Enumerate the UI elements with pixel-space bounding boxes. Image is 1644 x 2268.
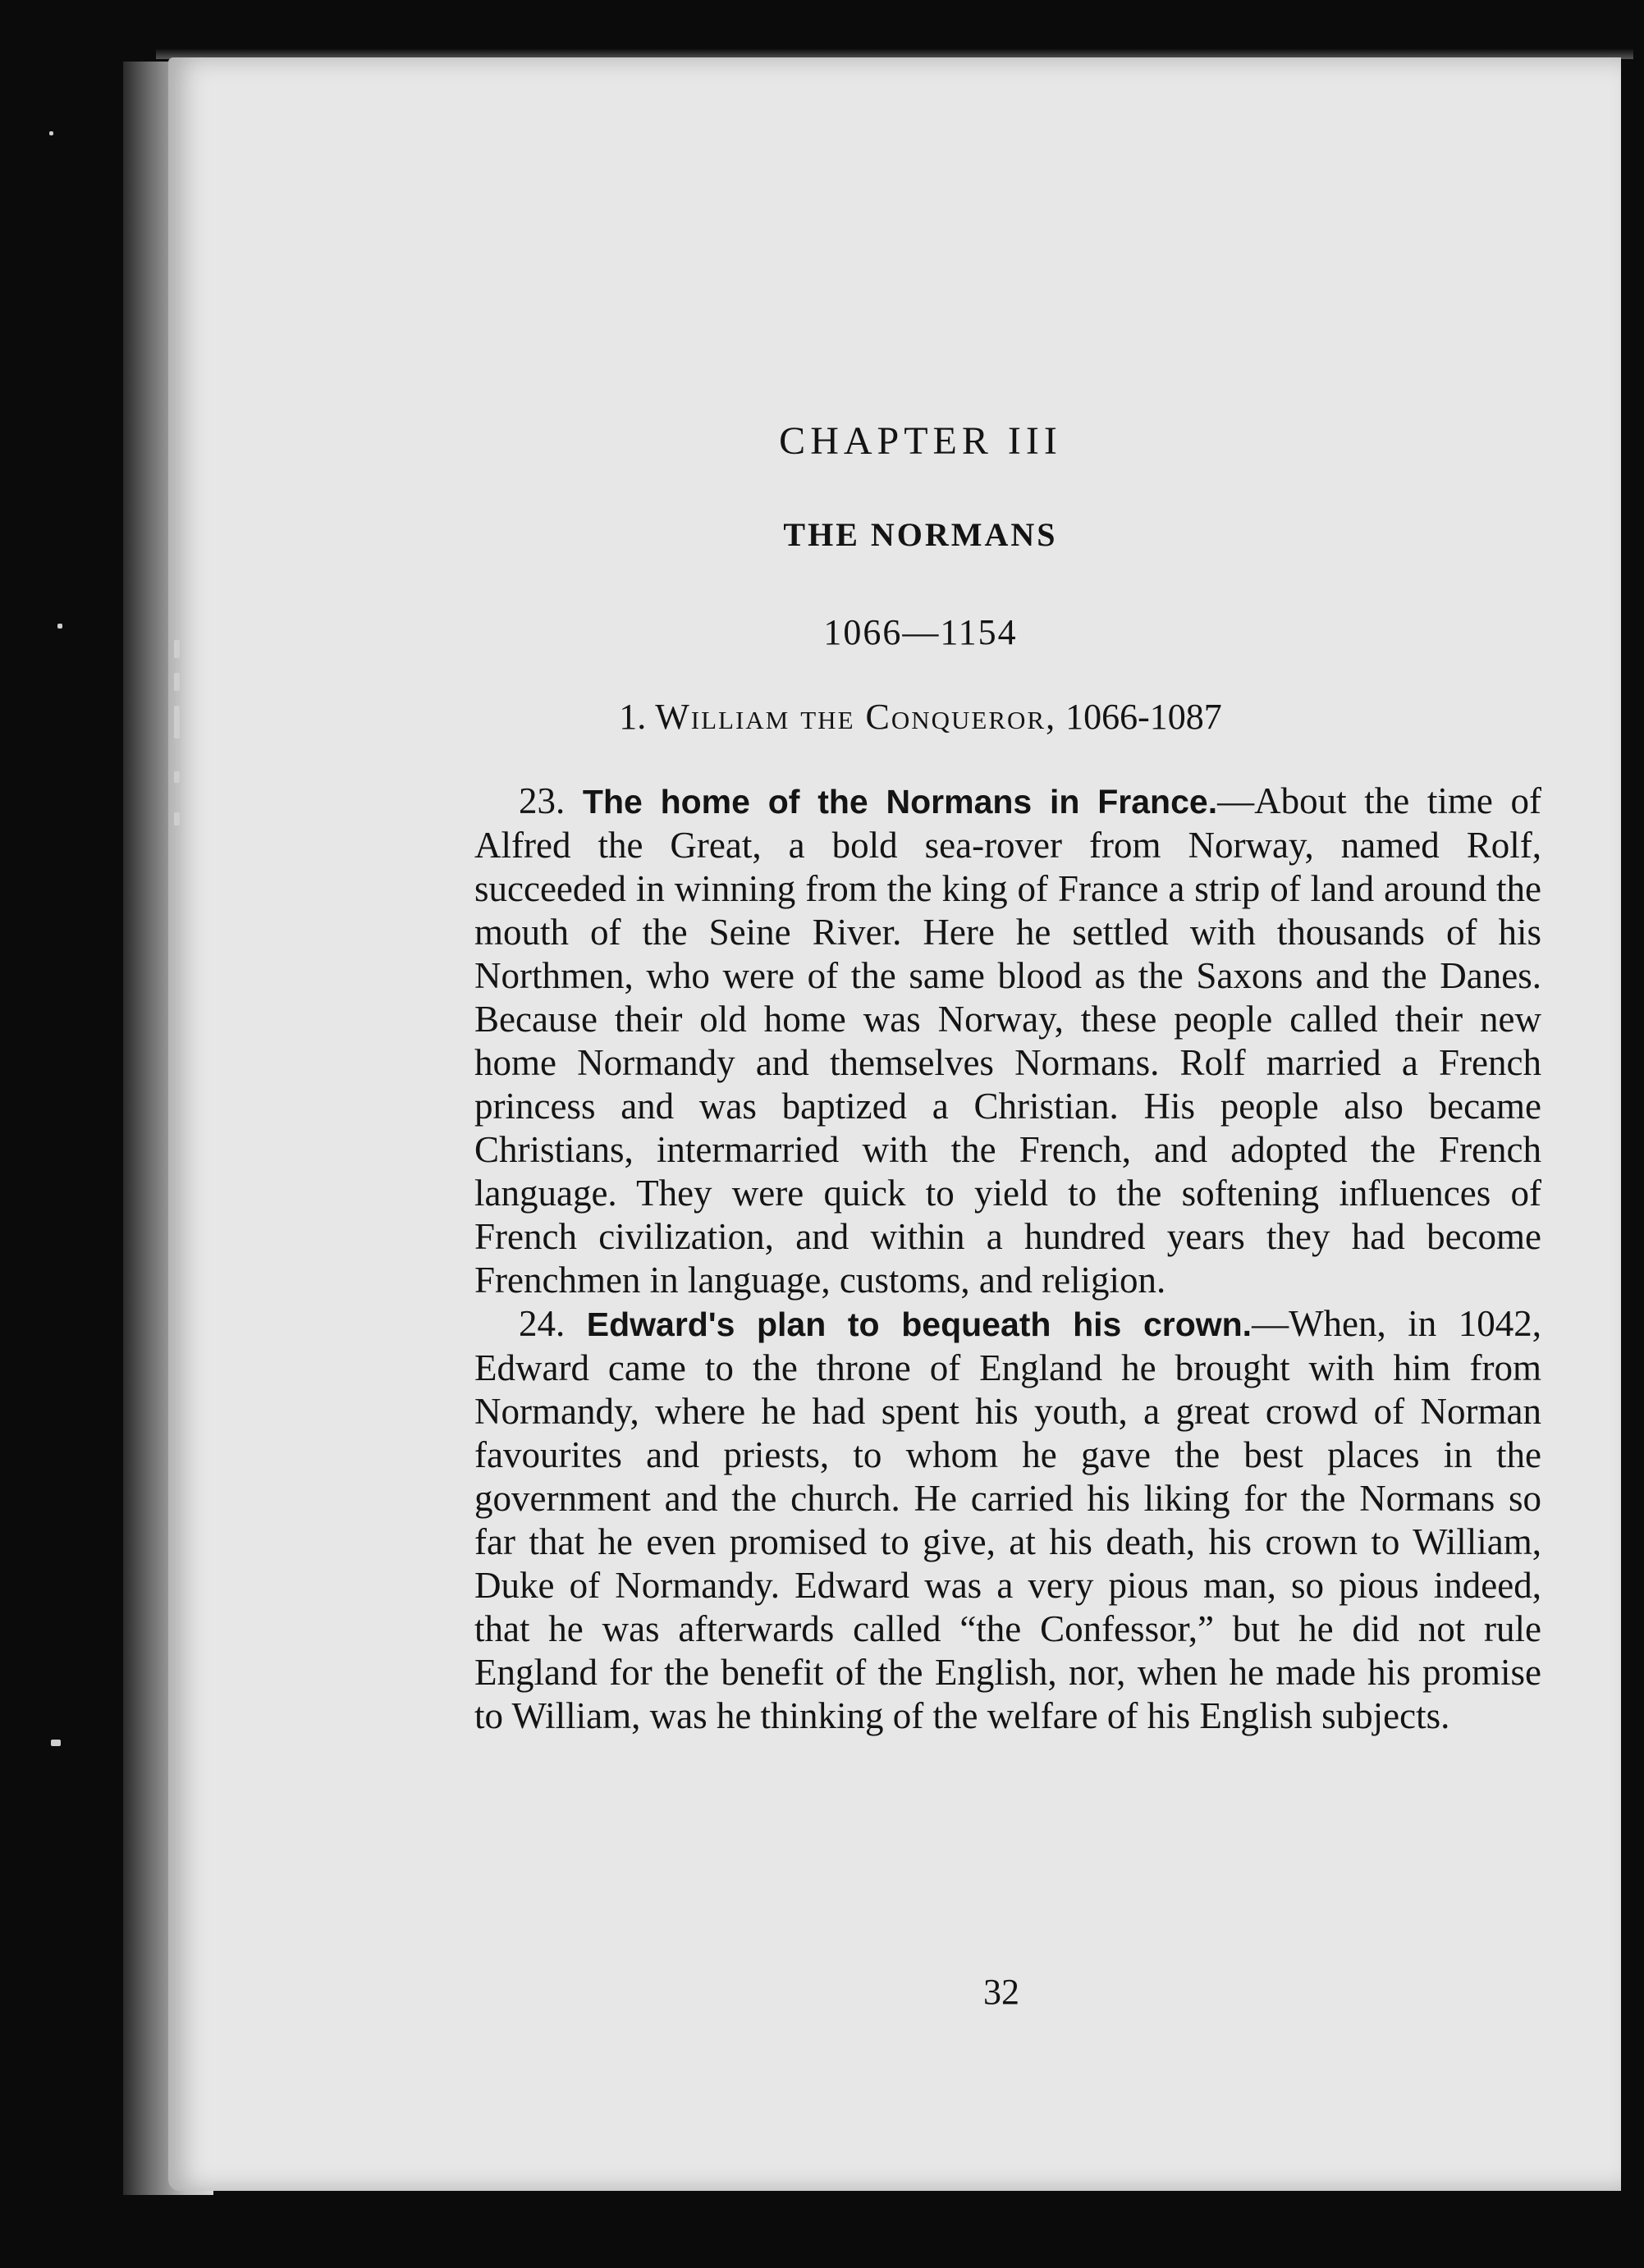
section-title: William the Conqueror,	[655, 697, 1057, 737]
section-years: 1066-1087	[1065, 697, 1222, 737]
spine-mark	[174, 673, 180, 691]
paragraph-text: —About the time of Alfred the Great, a bold sea-rover from Norway, named Rolf, succeeded in winning from the king of France a strip of land around the mouth of the Seine River. Here he settled with thousands of his Northmen, who were of the same blood as the Saxons and the Danes. Because their old home was Norway, these people called their new home Normandy and themselves Normans. Rolf married a French princess and was baptized a Christian. His people also became Christians, intermarried with the French, and adopted the French language. They were quick to yield to the softening influences of French civilization, and within a hundred years they had become Frenchmen in language, customs, and religion.	[474, 780, 1541, 1301]
spine-mark	[174, 812, 180, 825]
section-heading	[0, 696, 1644, 738]
paragraph-number: 24.	[519, 1303, 566, 1344]
chapter-heading: CHAPTER III	[779, 419, 1062, 463]
dust-speck	[51, 1740, 61, 1746]
paragraph-heading: The home of the Normans in France.	[582, 783, 1218, 821]
paragraph-text: —When, in 1042, Edward came to the throne of England he brought with him from Normandy, where he had spent his youth, a great crowd of Norman favourites and priests, to whom he gave the best places in the government and the church. He carried his liking for the Normans so far that he even promised to give, at his death, his crown to William, Duke of Normandy. Edward was a very pious man, so pious indeed, that he was afterwards called “the Confessor,” but he did not rule England for the benefit of the English, nor, when he made his promise to William, was he thinking of the welfare of his English subjects.	[474, 1303, 1541, 1736]
paragraph	[474, 780, 1541, 1302]
paragraph-heading: Edward's plan to bequeath his crown.	[586, 1305, 1252, 1343]
body-text	[474, 780, 1541, 1738]
section-number: 1.	[619, 697, 647, 737]
spine-mark	[174, 771, 180, 783]
paragraph	[474, 1302, 1541, 1738]
chapter-dates: 1066—1154	[823, 612, 1018, 652]
dust-speck	[49, 131, 53, 135]
page-number: 32	[983, 1972, 1019, 2012]
paragraph-number: 23.	[519, 780, 566, 821]
chapter-title: THE NORMANS	[783, 516, 1058, 553]
